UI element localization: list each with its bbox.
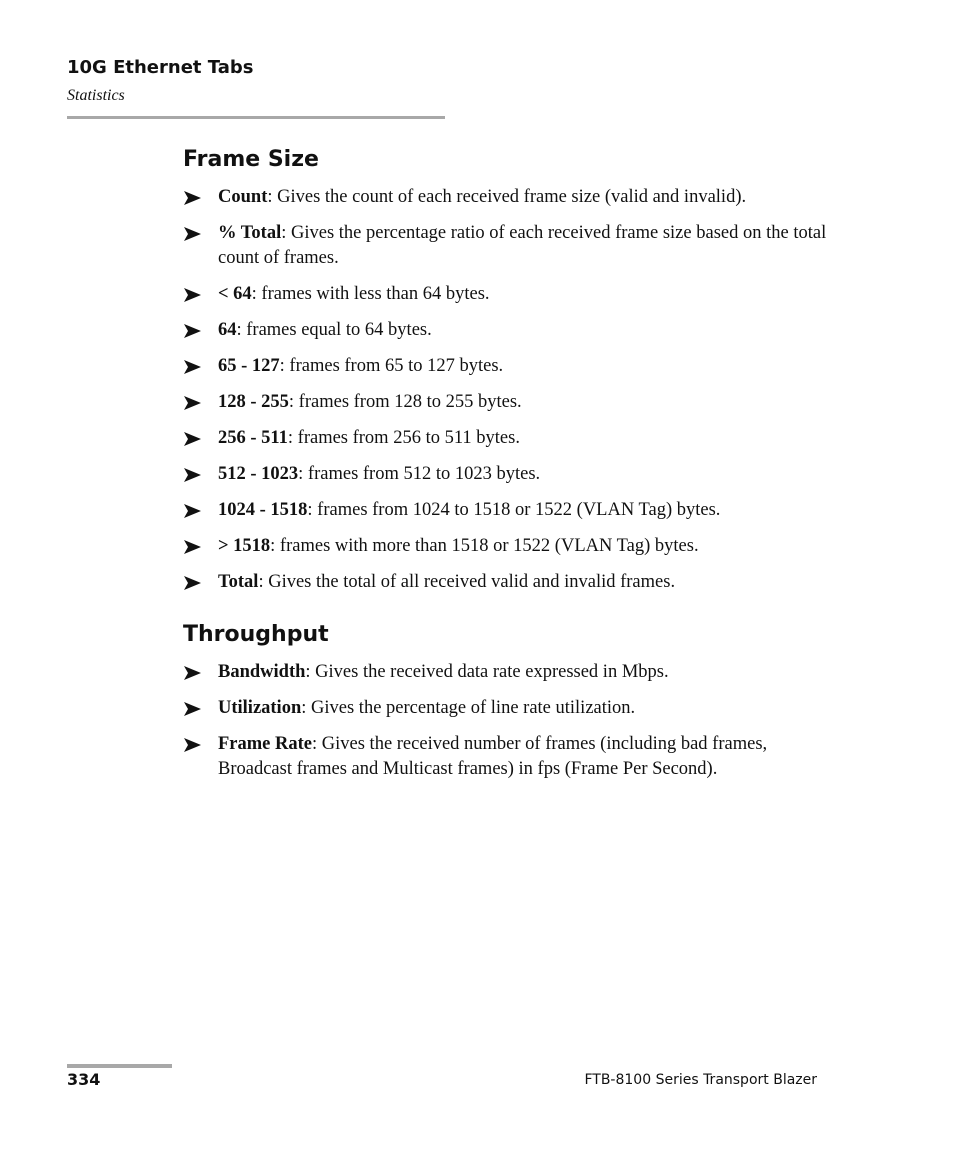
arrow-bullet-icon (183, 224, 203, 244)
list-item (183, 534, 833, 559)
list-item (183, 570, 833, 595)
bullet-list (183, 660, 833, 781)
item-text: : Gives the count of each received frame size (valid and invalid). (267, 187, 747, 207)
item-text: : frames equal to 64 bytes. (236, 319, 432, 340)
list-item (183, 185, 833, 210)
arrow-bullet-icon (183, 573, 203, 593)
item-text: : frames from 1024 to 1518 or 1522 (VLAN Tag) bytes. (307, 499, 721, 520)
list-item (183, 390, 833, 415)
arrow-bullet-icon (183, 537, 203, 557)
item-term: Bandwidth (218, 662, 306, 682)
running-header (67, 57, 254, 106)
list-item (183, 498, 833, 523)
item-term: > 1518 (218, 535, 271, 556)
item-text: : Gives the received data rate expressed in Mbps. (305, 662, 669, 682)
list-item (183, 318, 833, 343)
header-rule (67, 116, 445, 119)
list-item (183, 426, 833, 451)
arrow-bullet-icon (183, 699, 203, 719)
chapter-title: 10G Ethernet Tabs (67, 57, 254, 78)
item-text: : Gives the percentage ratio of each received frame size based on the total count of frames. (218, 223, 827, 268)
list-item (183, 696, 833, 721)
list-item (183, 221, 833, 270)
list-item (183, 282, 833, 307)
arrow-bullet-icon (183, 393, 203, 413)
item-term: % Total (218, 223, 282, 243)
arrow-bullet-icon (183, 735, 203, 755)
section-heading: Frame Size (183, 147, 319, 172)
item-term: 64 (218, 319, 237, 340)
item-text: : frames from 512 to 1023 bytes. (298, 463, 541, 484)
item-term: Total (218, 571, 259, 592)
list-item (183, 660, 833, 685)
page-number: 334 (67, 1070, 101, 1089)
arrow-bullet-icon (183, 429, 203, 449)
item-term: Frame Rate (218, 734, 312, 754)
item-text: : frames with more than 1518 or 1522 (VLAN Tag) bytes. (270, 535, 699, 556)
item-term: < 64 (218, 283, 252, 304)
item-term: 1024 - 1518 (218, 499, 308, 520)
arrow-bullet-icon (183, 663, 203, 683)
item-term: 65 - 127 (218, 355, 280, 376)
product-name: FTB-8100 Series Transport Blazer (584, 1072, 817, 1088)
list-item (183, 462, 833, 487)
item-text: : Gives the percentage of line rate utilization. (301, 698, 636, 718)
arrow-bullet-icon (183, 357, 203, 377)
item-text: : Gives the received number of frames (including bad frames, Broadcast frames and Multicast frames) in fps (Frame Per Second). (218, 734, 768, 779)
section-frame-size (183, 146, 833, 606)
arrow-bullet-icon (183, 321, 203, 341)
item-term: Utilization (218, 698, 302, 718)
arrow-bullet-icon (183, 501, 203, 521)
arrow-bullet-icon (183, 285, 203, 305)
item-text: : Gives the total of all received valid and invalid frames. (258, 571, 676, 592)
list-item (183, 732, 833, 781)
bullet-list (183, 185, 833, 594)
section-heading: Throughput (183, 622, 329, 647)
section-throughput (183, 621, 833, 793)
item-text: : frames from 128 to 255 bytes. (288, 391, 522, 412)
list-item (183, 354, 833, 379)
item-term: 256 - 511 (218, 427, 288, 448)
section-name: Statistics (67, 87, 125, 104)
item-term: 512 - 1023 (218, 463, 299, 484)
arrow-bullet-icon (183, 465, 203, 485)
item-text: : frames from 256 to 511 bytes. (287, 427, 520, 448)
item-term: Count (218, 187, 268, 207)
item-text: : frames from 65 to 127 bytes. (279, 355, 504, 376)
arrow-bullet-icon (183, 188, 203, 208)
footer-rule (67, 1064, 172, 1068)
item-term: 128 - 255 (218, 391, 289, 412)
item-text: : frames with less than 64 bytes. (251, 283, 490, 304)
